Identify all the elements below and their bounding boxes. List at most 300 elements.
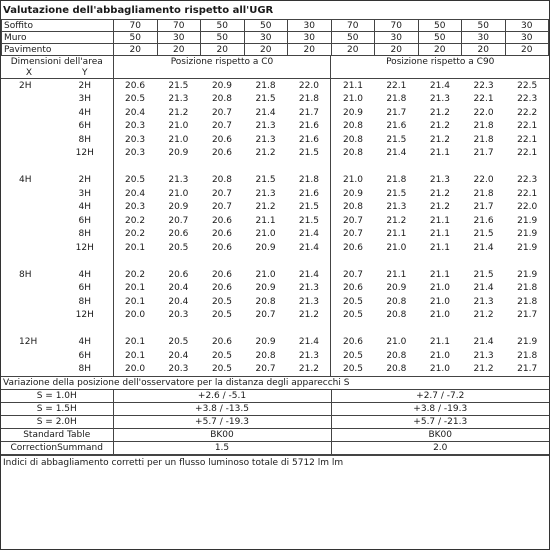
ugr-c90-value: 21.2	[429, 134, 450, 145]
ugr-c0-value: 21.3	[255, 121, 276, 132]
reflectance-value: 50	[201, 32, 245, 44]
ugr-c0-value: 20.6	[211, 215, 232, 226]
ugr-c90-value: 21.2	[429, 107, 450, 118]
ugr-c90-value: 21.2	[429, 202, 450, 213]
ugr-c0-value: 20.6	[211, 337, 232, 348]
reflectance-value: 30	[505, 32, 549, 44]
ugr-c0-value: 21.3	[255, 134, 276, 145]
ugr-c90-value: 20.7	[342, 229, 364, 240]
ugr-c0-value: 20.6	[211, 134, 232, 145]
reflectance-value: 30	[505, 20, 549, 32]
reflectance-value: 20	[462, 44, 506, 56]
ugr-c90-value: 21.2	[429, 188, 450, 199]
ugr-c0-value: 20.8	[255, 296, 276, 307]
y-dimension: 8H	[57, 363, 113, 377]
ugr-c90-value: 21.7	[517, 310, 538, 321]
ugr-c90-value: 22.3	[517, 94, 538, 105]
reflectance-label: Pavimento	[2, 44, 114, 56]
y-dimension: 2H	[57, 79, 113, 93]
ugr-c0-value: 20.0	[125, 310, 146, 321]
ugr-c90-value: 21.3	[473, 350, 494, 361]
reflectance-table	[1, 19, 549, 56]
ugr-c0-value: 21.8	[287, 93, 331, 107]
ugr-c0-value: 20.5	[211, 364, 232, 375]
reflectance-value: 20	[418, 44, 462, 56]
reflectance-value: 20	[244, 44, 288, 56]
ugr-c90-value: 21.0	[386, 337, 407, 348]
reflectance-value: 20	[157, 44, 201, 56]
c0-header: Posizione rispetto a C0	[113, 56, 331, 67]
ugr-c0-value: 20.2	[125, 215, 146, 226]
y-dimension: 8H	[57, 133, 113, 147]
ugr-c0-value: 20.3	[168, 364, 189, 375]
ugr-c0-value: 20.7	[211, 202, 232, 213]
ugr-c90-value: 20.8	[342, 121, 364, 132]
ugr-c0-value: 21.3	[287, 282, 331, 296]
ugr-c0-value: 20.6	[168, 229, 189, 240]
table-row	[1, 106, 549, 120]
variation-row	[1, 390, 549, 403]
ugr-c0-value: 20.3	[125, 134, 146, 145]
ugr-c0-value: 20.7	[168, 215, 189, 226]
ugr-c0-value: 20.9	[255, 283, 276, 294]
ugr-c0-value: 21.3	[287, 349, 331, 363]
ugr-c90-value: 21.5	[386, 188, 407, 199]
group-spacer	[1, 322, 549, 336]
ugr-c0-value: 21.6	[287, 187, 331, 201]
x-dimension	[1, 363, 57, 377]
ugr-c0-value: 21.2	[255, 148, 276, 159]
ugr-c0-value: 20.2	[125, 229, 146, 240]
ugr-c0-value: 21.4	[287, 268, 331, 282]
ugr-c90-value: 20.6	[342, 283, 364, 294]
ugr-c0-value: 21.3	[287, 295, 331, 309]
ugr-c0-value: 20.7	[211, 121, 232, 132]
ugr-c90-value: 21.9	[517, 215, 538, 226]
y-dimension: 8H	[57, 295, 113, 309]
ugr-c0-value: 21.5	[168, 80, 189, 91]
reflectance-value: 70	[375, 20, 419, 32]
variation-c0: +2.6 / -5.1	[113, 390, 331, 403]
correction-summand-label: CorrectionSummand	[1, 442, 113, 455]
ugr-c0-value: 21.4	[287, 228, 331, 242]
ugr-c0-value: 21.2	[168, 107, 189, 118]
reflectance-label: Soffito	[2, 20, 114, 32]
ugr-c0-value: 21.7	[287, 106, 331, 120]
ugr-c90-value: 21.1	[429, 215, 450, 226]
ugr-c0-value: 20.9	[211, 80, 232, 91]
ugr-c90-value: 21.8	[473, 121, 494, 132]
variation-label: S = 2.0H	[1, 416, 113, 429]
x-dimension	[1, 187, 57, 201]
reflectance-row	[2, 20, 549, 32]
ugr-c0-value: 20.2	[125, 269, 146, 280]
ugr-c0-value: 21.0	[168, 121, 189, 132]
reflectance-value: 20	[114, 44, 158, 56]
ugr-c90-value: 22.3	[473, 80, 494, 91]
reflectance-value: 30	[375, 32, 419, 44]
x-dimension	[1, 228, 57, 242]
ugr-c90-value: 21.9	[517, 229, 538, 240]
ugr-c90-value: 21.5	[386, 134, 407, 145]
ugr-c90-value: 21.8	[386, 94, 407, 105]
ugr-c90-value: 21.1	[386, 229, 407, 240]
ugr-c0-value: 20.7	[211, 188, 232, 199]
ugr-c0-value: 20.3	[125, 148, 146, 159]
ugr-c90-value: 20.7	[342, 215, 364, 226]
y-dimension: 2H	[57, 174, 113, 188]
ugr-c0-value: 20.0	[125, 364, 146, 375]
y-dimension: 4H	[57, 336, 113, 350]
x-dimension: 12H	[19, 337, 38, 348]
reflectance-value: 50	[418, 32, 462, 44]
table-row	[1, 147, 549, 161]
ugr-c90-value: 21.4	[429, 80, 450, 91]
reflectance-value: 50	[244, 20, 288, 32]
ugr-c90-value: 21.6	[386, 121, 407, 132]
ugr-c90-value: 21.1	[429, 337, 450, 348]
ugr-c0-value: 20.9	[168, 202, 189, 213]
group-spacer	[1, 160, 549, 174]
ugr-c90-value: 21.7	[386, 107, 407, 118]
ugr-c90-value: 20.8	[386, 364, 407, 375]
reflectance-value: 50	[201, 20, 245, 32]
ugr-c90-value: 22.0	[517, 202, 538, 213]
ugr-c0-value: 20.7	[255, 310, 276, 321]
x-dimension	[1, 349, 57, 363]
ugr-c90-value: 20.8	[342, 134, 364, 145]
standard-table-row	[1, 429, 549, 442]
ugr-c90-value: 21.4	[386, 148, 407, 159]
ugr-c0-value: 20.7	[255, 364, 276, 375]
ugr-c0-value: 20.5	[211, 350, 232, 361]
ugr-c90-value: 21.8	[517, 296, 538, 307]
ugr-c0-value: 21.8	[287, 174, 331, 188]
ugr-c90-value: 21.0	[429, 296, 450, 307]
ugr-c90-value: 21.0	[386, 242, 407, 253]
ugr-c0-value: 21.2	[287, 363, 331, 377]
table-row	[1, 120, 549, 134]
ugr-c90-value: 21.1	[386, 269, 407, 280]
x-dimension	[1, 93, 57, 107]
reflectance-value: 70	[331, 20, 375, 32]
y-dimension: 8H	[57, 228, 113, 242]
ugr-c0-value: 21.0	[168, 134, 189, 145]
ugr-c0-value: 20.4	[168, 350, 189, 361]
ugr-c0-value: 21.5	[255, 175, 276, 186]
c90-header: Posizione rispetto a C90	[386, 56, 495, 67]
ugr-c90-value: 21.2	[473, 364, 494, 375]
ugr-c90-value: 21.8	[386, 175, 407, 186]
ugr-c90-value: 21.9	[517, 337, 538, 348]
ugr-c90-value: 22.5	[517, 80, 538, 91]
ugr-c0-value: 20.3	[125, 202, 146, 213]
ugr-c90-value: 21.4	[473, 242, 494, 253]
ugr-c0-value: 20.6	[211, 229, 232, 240]
ugr-c0-value: 20.5	[211, 296, 232, 307]
ugr-c90-value: 21.3	[386, 202, 407, 213]
y-dimension: 12H	[57, 309, 113, 323]
ugr-c0-value: 21.4	[255, 107, 276, 118]
ugr-c90-value: 22.1	[517, 134, 538, 145]
table-row	[1, 295, 549, 309]
ugr-c0-value: 20.6	[125, 80, 146, 91]
ugr-c0-value: 21.1	[255, 215, 276, 226]
reflectance-row	[2, 44, 549, 56]
variation-c0: +5.7 / -19.3	[113, 416, 331, 429]
ugr-c90-value: 21.1	[342, 80, 364, 91]
ugr-c0-value: 20.8	[211, 175, 232, 186]
reflectance-value: 50	[418, 20, 462, 32]
y-dimension: 12H	[57, 147, 113, 161]
table-row	[1, 282, 549, 296]
y-dimension: 4H	[57, 268, 113, 282]
x-dimension: 4H	[19, 175, 32, 186]
ugr-c90-value: 21.5	[473, 269, 494, 280]
ugr-c90-value: 21.2	[386, 215, 407, 226]
ugr-c0-value: 21.0	[168, 188, 189, 199]
ugr-c90-value: 22.1	[473, 94, 494, 105]
ugr-c0-value: 21.4	[287, 336, 331, 350]
ugr-c0-value: 20.5	[168, 242, 189, 253]
ugr-c0-value: 20.3	[125, 121, 146, 132]
reflectance-value: 30	[462, 32, 506, 44]
ugr-c90-value: 21.0	[429, 310, 450, 321]
ugr-c0-value: 20.5	[168, 337, 189, 348]
x-dimension	[1, 282, 57, 296]
reflectance-value: 50	[462, 20, 506, 32]
ugr-c0-value: 20.9	[255, 337, 276, 348]
ugr-c90-value: 22.1	[517, 121, 538, 132]
reflectance-value: 20	[288, 44, 332, 56]
reflectance-value: 50	[114, 32, 158, 44]
table-row	[1, 363, 549, 377]
x-dimension	[1, 133, 57, 147]
table-row	[1, 336, 549, 350]
ugr-c90-value: 21.2	[429, 121, 450, 132]
ugr-c0-value: 21.5	[287, 147, 331, 161]
ugr-c90-value: 21.1	[429, 269, 450, 280]
ugr-c0-value: 20.1	[125, 337, 146, 348]
standard-table-c90: BK00	[428, 430, 453, 440]
ugr-c90-value: 21.3	[429, 175, 450, 186]
ugr-c90-value: 21.5	[473, 229, 494, 240]
x-dimension	[1, 241, 57, 255]
table-row	[1, 133, 549, 147]
ugr-c90-value: 21.1	[429, 229, 450, 240]
correction-summand-row	[1, 442, 549, 455]
ugr-c90-value: 20.5	[342, 296, 364, 307]
ugr-c0-value: 20.5	[125, 175, 146, 186]
group-spacer	[1, 255, 549, 269]
ugr-c90-value: 21.8	[517, 283, 538, 294]
ugr-c0-value: 21.6	[287, 120, 331, 134]
ugr-c90-value: 22.3	[517, 175, 538, 186]
ugr-c90-value: 21.8	[473, 134, 494, 145]
y-dimension: 4H	[57, 106, 113, 120]
ugr-c90-value: 20.9	[386, 283, 407, 294]
reflectance-value: 30	[244, 32, 288, 44]
reflectance-row	[2, 32, 549, 44]
x-dimension: 8H	[19, 269, 32, 280]
ugr-c0-value: 21.5	[287, 201, 331, 215]
variation-header: Variazione della posizione dell'osservatore per la distanza degli apparecchi S	[3, 378, 350, 388]
y-dimension: 6H	[57, 282, 113, 296]
ugr-c90-value: 21.9	[517, 269, 538, 280]
ugr-c0-value: 21.5	[287, 214, 331, 228]
ugr-c90-value: 21.3	[429, 94, 450, 105]
ugr-c0-value: 20.1	[125, 296, 146, 307]
ugr-c0-value: 20.6	[211, 269, 232, 280]
ugr-c0-value: 21.6	[287, 133, 331, 147]
ugr-c0-value: 21.4	[287, 241, 331, 255]
ugr-c0-value: 20.5	[211, 310, 232, 321]
table-row	[1, 241, 549, 255]
x-dimension	[1, 120, 57, 134]
table-row	[1, 79, 549, 93]
ugr-c90-value: 21.9	[517, 242, 538, 253]
ugr-c90-value: 20.7	[342, 269, 364, 280]
y-label: Y	[57, 67, 113, 79]
ugr-c0-value: 21.3	[168, 175, 189, 186]
ugr-c0-value: 20.6	[211, 148, 232, 159]
table-row	[1, 228, 549, 242]
ugr-values-table	[1, 56, 549, 376]
y-dimension: 6H	[57, 120, 113, 134]
ugr-c90-value: 20.8	[342, 202, 364, 213]
ugr-c90-value: 20.5	[342, 310, 364, 321]
y-dimension: 6H	[57, 214, 113, 228]
table-row	[1, 309, 549, 323]
ugr-c90-value: 21.7	[473, 202, 494, 213]
x-label: X	[25, 67, 33, 78]
ugr-c0-value: 20.1	[125, 350, 146, 361]
ugr-c90-value: 21.6	[473, 215, 494, 226]
variation-label: S = 1.5H	[1, 403, 113, 416]
ugr-c90-value: 21.7	[473, 148, 494, 159]
ugr-c90-value: 21.3	[473, 296, 494, 307]
ugr-c90-value: 22.1	[517, 148, 538, 159]
table-row	[1, 214, 549, 228]
ugr-c90-value: 20.6	[342, 337, 364, 348]
variation-row	[1, 403, 549, 416]
reflectance-value: 30	[157, 32, 201, 44]
variation-c0: +3.8 / -13.5	[113, 403, 331, 416]
ugr-c90-value: 21.8	[473, 188, 494, 199]
ugr-c90-value: 21.0	[429, 350, 450, 361]
variation-c90: +3.8 / -19.3	[413, 404, 468, 414]
ugr-c90-value: 20.5	[342, 364, 364, 375]
reflectance-value: 20	[505, 44, 549, 56]
ugr-c0-value: 20.9	[168, 148, 189, 159]
ugr-c0-value: 21.8	[255, 80, 276, 91]
ugr-c0-value: 21.5	[255, 94, 276, 105]
ugr-c90-value: 20.8	[386, 350, 407, 361]
y-dimension: 6H	[57, 349, 113, 363]
reflectance-value: 20	[201, 44, 245, 56]
variation-row	[1, 416, 549, 429]
ugr-c0-value: 20.4	[168, 296, 189, 307]
x-dimension: 2H	[19, 80, 32, 91]
x-dimension	[1, 106, 57, 120]
ugr-c90-value: 21.0	[342, 175, 364, 186]
ugr-c0-value: 20.3	[168, 310, 189, 321]
ugr-c90-value: 21.2	[473, 310, 494, 321]
reflectance-value: 70	[157, 20, 201, 32]
reflectance-value: 30	[288, 32, 332, 44]
ugr-c90-value: 21.1	[429, 242, 450, 253]
table-row	[1, 201, 549, 215]
ugr-c0-value: 20.6	[211, 242, 232, 253]
ugr-c0-value: 20.4	[168, 283, 189, 294]
reflectance-value: 50	[331, 32, 375, 44]
x-dimension	[1, 295, 57, 309]
footer-note: Indici di abbagliamento corretti per un flusso luminoso totale di 5712 lm lm	[1, 455, 549, 472]
ugr-c90-value: 21.0	[429, 364, 450, 375]
standard-table-label: Standard Table	[1, 429, 113, 442]
ugr-c0-value: 20.6	[168, 269, 189, 280]
ugr-c90-value: 21.7	[517, 364, 538, 375]
ugr-c0-value: 21.3	[255, 188, 276, 199]
table-row	[1, 174, 549, 188]
ugr-c90-value: 21.1	[429, 148, 450, 159]
ugr-c90-value: 20.8	[386, 310, 407, 321]
ugr-c90-value: 22.0	[473, 175, 494, 186]
ugr-c0-value: 20.7	[211, 107, 232, 118]
reflectance-value: 30	[288, 20, 332, 32]
table-row	[1, 93, 549, 107]
ugr-c90-value: 21.4	[473, 283, 494, 294]
ugr-c90-value: 21.0	[342, 94, 364, 105]
variation-c90: +5.7 / -21.3	[413, 417, 468, 427]
ugr-c0-value: 20.1	[125, 283, 146, 294]
ugr-c90-value: 20.5	[342, 350, 364, 361]
ugr-c90-value: 21.4	[473, 337, 494, 348]
ugr-c90-value: 22.1	[386, 80, 407, 91]
correction-summand-c90: 2.0	[433, 443, 448, 453]
correction-summand-c0: 1.5	[113, 442, 331, 455]
ugr-c90-value: 22.1	[517, 188, 538, 199]
reflectance-value: 20	[331, 44, 375, 56]
x-dimension	[1, 201, 57, 215]
ugr-c0-value: 20.4	[125, 188, 146, 199]
ugr-c0-value: 20.6	[211, 283, 232, 294]
ugr-c0-value: 20.5	[125, 94, 146, 105]
ugr-c0-value: 22.0	[287, 79, 331, 93]
y-dimension: 3H	[57, 93, 113, 107]
x-dimension	[1, 309, 57, 323]
reflectance-label: Muro	[2, 32, 114, 44]
ugr-c0-value: 20.9	[255, 242, 276, 253]
ugr-c90-value: 20.9	[342, 188, 364, 199]
x-dimension	[1, 214, 57, 228]
x-dimension	[1, 147, 57, 161]
ugr-c90-value: 20.9	[342, 107, 364, 118]
variation-label: S = 1.0H	[1, 390, 113, 403]
ugr-c0-value: 21.0	[255, 269, 276, 280]
dim-header: Dimensioni dell'area	[1, 56, 113, 67]
ugr-c90-value: 20.6	[342, 242, 364, 253]
ugr-c90-value: 21.0	[429, 283, 450, 294]
ugr-c0-value: 21.0	[255, 229, 276, 240]
ugr-c90-value: 22.0	[473, 107, 494, 118]
standard-table-c0: BK00	[113, 429, 331, 442]
y-dimension: 4H	[57, 201, 113, 215]
variation-c90: +2.7 / -7.2	[416, 391, 465, 401]
table-title: Valutazione dell'abbagliamento rispetto all'UGR	[3, 5, 274, 16]
variation-table	[1, 376, 549, 455]
ugr-c90-value: 20.8	[342, 148, 364, 159]
